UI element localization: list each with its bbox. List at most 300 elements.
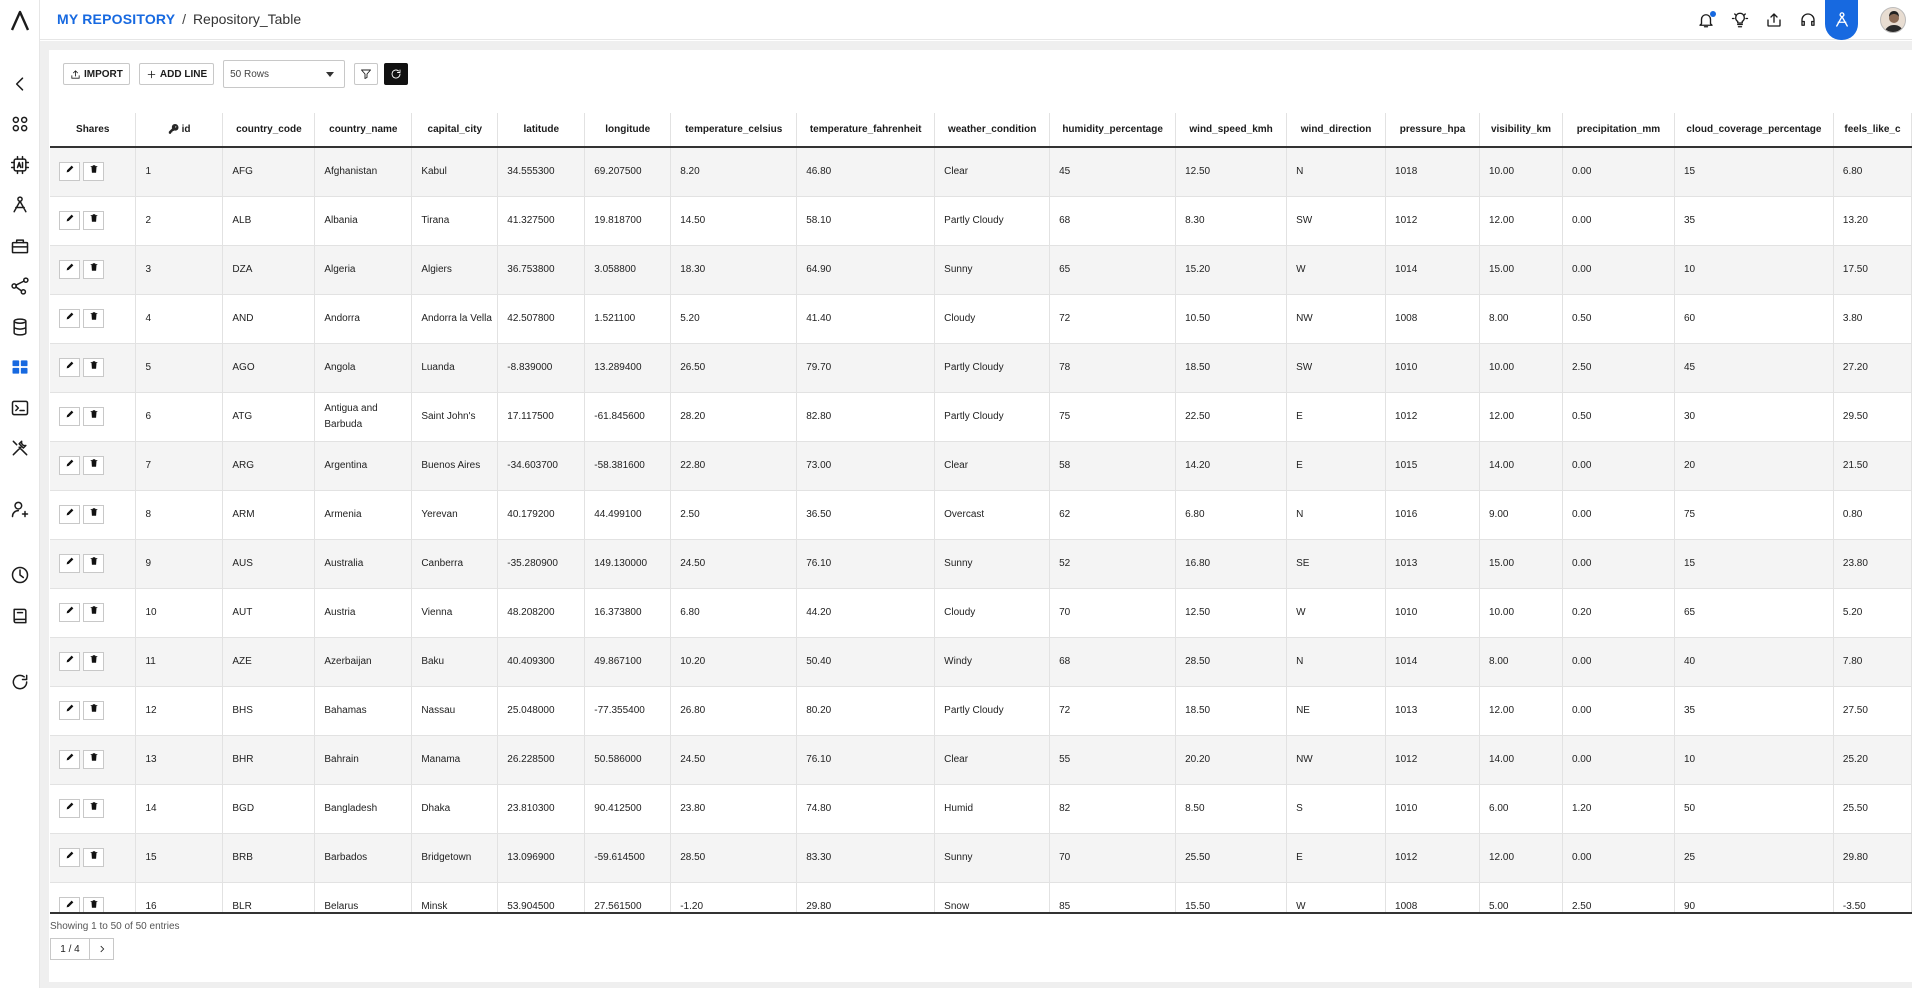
table-cell[interactable]: 60 [1674,294,1833,343]
table-cell[interactable]: 75 [1674,490,1833,539]
table-cell[interactable]: 25.048000 [498,686,585,735]
table-cell[interactable]: Snow [935,882,1050,914]
table-cell[interactable]: 17.50 [1833,245,1911,294]
table-cell[interactable]: 1014 [1386,637,1480,686]
table-cell[interactable]: 14.20 [1176,441,1287,490]
table-cell[interactable]: E [1287,833,1386,882]
table-row[interactable] [50,686,1912,735]
table-row[interactable] [50,441,1912,490]
table-cell[interactable]: 12.50 [1176,147,1287,196]
refresh-button[interactable] [384,63,408,85]
table-cell[interactable]: Tirana [412,196,498,245]
table-cell[interactable]: 20.20 [1176,735,1287,784]
table-cell[interactable]: 8 [136,490,223,539]
table-cell[interactable]: 28.20 [671,392,797,441]
share-icon[interactable] [1762,8,1786,32]
table-cell[interactable]: 10 [1674,245,1833,294]
table-cell[interactable]: 35 [1674,196,1833,245]
edit-row-button[interactable] [59,505,80,524]
table-cell[interactable]: 3.80 [1833,294,1911,343]
table-cell[interactable]: 14.00 [1480,441,1563,490]
table-cell[interactable]: BHS [223,686,315,735]
table-cell[interactable]: 3 [136,245,223,294]
table-cell[interactable]: 26.50 [671,343,797,392]
table-cell[interactable]: 12 [136,686,223,735]
table-cell[interactable]: NW [1287,294,1386,343]
table-cell[interactable]: 1018 [1386,147,1480,196]
table-cell[interactable]: Nassau [412,686,498,735]
column-header-capital-city[interactable] [412,113,498,147]
table-row[interactable] [50,245,1912,294]
table-cell[interactable]: 68 [1050,196,1176,245]
table-cell[interactable]: 68 [1050,637,1176,686]
table-cell[interactable]: 1010 [1386,343,1480,392]
table-cell[interactable]: N [1287,637,1386,686]
table-cell[interactable]: 12.00 [1480,196,1563,245]
table-cell[interactable]: 24.50 [671,735,797,784]
table-cell[interactable]: 1012 [1386,196,1480,245]
table-cell[interactable]: Bahamas [315,686,412,735]
table-cell[interactable]: Albania [315,196,412,245]
table-cell[interactable]: W [1287,588,1386,637]
table-cell[interactable]: ARG [223,441,315,490]
table-cell[interactable]: E [1287,392,1386,441]
table-cell[interactable]: AUS [223,539,315,588]
delete-row-button[interactable] [83,848,104,867]
table-cell[interactable]: 75 [1050,392,1176,441]
table-cell[interactable]: 27.20 [1833,343,1911,392]
table-row[interactable] [50,588,1912,637]
apps-grid-icon[interactable] [8,112,32,136]
table-cell[interactable]: 10.00 [1480,588,1563,637]
avatar[interactable] [1880,7,1906,33]
table-cell[interactable]: 1.20 [1562,784,1674,833]
table-cell[interactable]: 0.00 [1562,196,1674,245]
table-cell[interactable]: 0.80 [1833,490,1911,539]
delete-row-button[interactable] [83,358,104,377]
table-cell[interactable]: 55 [1050,735,1176,784]
table-cell[interactable]: Dhaka [412,784,498,833]
delete-row-button[interactable] [83,750,104,769]
delete-row-button[interactable] [83,603,104,622]
table-cell[interactable]: 22.50 [1176,392,1287,441]
table-cell[interactable]: 11 [136,637,223,686]
table-cell[interactable]: Partly Cloudy [935,196,1050,245]
table-cell[interactable]: 26.228500 [498,735,585,784]
table-cell[interactable]: AFG [223,147,315,196]
table-cell[interactable]: 18.30 [671,245,797,294]
table-cell[interactable]: 25.50 [1833,784,1911,833]
table-cell[interactable]: Buenos Aires [412,441,498,490]
toolbox-icon[interactable] [8,234,32,258]
table-cell[interactable]: 8.20 [671,147,797,196]
table-cell[interactable]: 0.00 [1562,686,1674,735]
edit-row-button[interactable] [59,554,80,573]
table-row[interactable] [50,490,1912,539]
add-line-button[interactable] [139,63,214,85]
table-cell[interactable]: Yerevan [412,490,498,539]
table-cell[interactable]: Belarus [315,882,412,914]
table-row[interactable] [50,147,1912,196]
table-cell[interactable]: NE [1287,686,1386,735]
dashboard-gauge-icon[interactable] [8,563,32,587]
table-cell[interactable]: N [1287,147,1386,196]
table-row[interactable] [50,294,1912,343]
table-cell[interactable]: 58 [1050,441,1176,490]
table-cell[interactable]: 16.80 [1176,539,1287,588]
lightbulb-icon[interactable] [1728,8,1752,32]
table-cell[interactable]: SE [1287,539,1386,588]
table-cell[interactable]: BRB [223,833,315,882]
edit-row-button[interactable] [59,456,80,475]
table-cell[interactable]: Clear [935,147,1050,196]
table-cell[interactable]: 83.30 [797,833,935,882]
table-cell[interactable]: 26.80 [671,686,797,735]
table-cell[interactable]: 50 [1674,784,1833,833]
table-cell[interactable]: 5.00 [1480,882,1563,914]
column-header-longitude[interactable] [585,113,671,147]
table-cell[interactable]: 1012 [1386,392,1480,441]
table-row[interactable] [50,833,1912,882]
table-cell[interactable]: 29.50 [1833,392,1911,441]
table-cell[interactable]: 19.818700 [585,196,671,245]
table-cell[interactable]: 1014 [1386,245,1480,294]
table-cell[interactable]: 6 [136,392,223,441]
column-header-temperature-celsius[interactable] [671,113,797,147]
table-cell[interactable]: 73.00 [797,441,935,490]
table-cell[interactable]: 5.20 [1833,588,1911,637]
table-cell[interactable]: Minsk [412,882,498,914]
next-page-button[interactable] [90,938,114,960]
table-cell[interactable]: Partly Cloudy [935,392,1050,441]
table-cell[interactable]: 29.80 [1833,833,1911,882]
table-cell[interactable]: 42.507800 [498,294,585,343]
table-cell[interactable]: 6.80 [671,588,797,637]
terminal-icon[interactable] [8,396,32,420]
table-cell[interactable]: 90.412500 [585,784,671,833]
table-cell[interactable]: BLR [223,882,315,914]
table-cell[interactable]: 23.810300 [498,784,585,833]
column-header-pressure-hpa[interactable] [1386,113,1480,147]
table-cell[interactable]: 0.50 [1562,294,1674,343]
table-cell[interactable]: NW [1287,735,1386,784]
table-cell[interactable]: 13 [136,735,223,784]
table-cell[interactable]: 48.208200 [498,588,585,637]
table-cell[interactable]: 23.80 [1833,539,1911,588]
table-cell[interactable]: SW [1287,343,1386,392]
table-cell[interactable]: 53.904500 [498,882,585,914]
delete-row-button[interactable] [83,652,104,671]
table-cell[interactable]: Andorra [315,294,412,343]
table-cell[interactable]: 14.00 [1480,735,1563,784]
table-cell[interactable]: 2.50 [1562,343,1674,392]
delete-row-button[interactable] [83,456,104,475]
table-cell[interactable]: 35 [1674,686,1833,735]
table-cell[interactable]: AZE [223,637,315,686]
column-header-id[interactable] [136,113,223,147]
table-row[interactable] [50,196,1912,245]
edit-row-button[interactable] [59,407,80,426]
table-cell[interactable]: 8.50 [1176,784,1287,833]
book-icon[interactable] [8,604,32,628]
table-cell[interactable]: 1.521100 [585,294,671,343]
edit-row-button[interactable] [59,211,80,230]
table-cell[interactable]: 6.80 [1176,490,1287,539]
table-cell[interactable]: 40 [1674,637,1833,686]
table-cell[interactable]: 21.50 [1833,441,1911,490]
edit-row-button[interactable] [59,603,80,622]
table-cell[interactable]: 149.130000 [585,539,671,588]
table-cell[interactable]: Angola [315,343,412,392]
table-cell[interactable]: 8.30 [1176,196,1287,245]
table-cell[interactable]: 17.117500 [498,392,585,441]
table-cell[interactable]: 62 [1050,490,1176,539]
table-cell[interactable]: 14.50 [671,196,797,245]
table-cell[interactable]: S [1287,784,1386,833]
table-cell[interactable]: Algiers [412,245,498,294]
table-cell[interactable]: 25.20 [1833,735,1911,784]
delete-row-button[interactable] [83,505,104,524]
table-cell[interactable]: 76.10 [797,539,935,588]
table-cell[interactable]: 2.50 [671,490,797,539]
table-cell[interactable]: 1012 [1386,735,1480,784]
table-cell[interactable]: 79.70 [797,343,935,392]
table-cell[interactable]: 0.00 [1562,245,1674,294]
table-cell[interactable]: Andorra la Vella [412,294,498,343]
table-cell[interactable]: -35.280900 [498,539,585,588]
table-cell[interactable]: ARM [223,490,315,539]
table-cell[interactable]: Humid [935,784,1050,833]
table-cell[interactable]: Bangladesh [315,784,412,833]
table-cell[interactable]: 70 [1050,833,1176,882]
table-cell[interactable]: 1010 [1386,784,1480,833]
table-cell[interactable]: 80.20 [797,686,935,735]
table-cell[interactable]: 9 [136,539,223,588]
table-cell[interactable]: 27.50 [1833,686,1911,735]
table-cell[interactable]: -61.845600 [585,392,671,441]
table-cell[interactable]: 1010 [1386,588,1480,637]
rows-per-page-select[interactable] [223,60,345,88]
table-cell[interactable]: 58.10 [797,196,935,245]
table-cell[interactable]: 6.00 [1480,784,1563,833]
table-cell[interactable]: Clear [935,735,1050,784]
table-cell[interactable]: AUT [223,588,315,637]
table-cell[interactable]: Sunny [935,245,1050,294]
table-cell[interactable]: Saint John's [412,392,498,441]
table-cell[interactable]: 25.50 [1176,833,1287,882]
table-cell[interactable]: 8.00 [1480,294,1563,343]
table-cell[interactable]: Clear [935,441,1050,490]
workflow-active-button[interactable] [1825,0,1858,40]
table-cell[interactable]: 1008 [1386,882,1480,914]
column-header-precipitation-mm[interactable] [1562,113,1674,147]
table-cell[interactable]: 65 [1674,588,1833,637]
edit-row-button[interactable] [59,652,80,671]
table-cell[interactable]: Azerbaijan [315,637,412,686]
table-row[interactable] [50,539,1912,588]
table-cell[interactable]: 10.50 [1176,294,1287,343]
table-cell[interactable]: SW [1287,196,1386,245]
edit-row-button[interactable] [59,309,80,328]
edit-row-button[interactable] [59,799,80,818]
table-cell[interactable]: E [1287,441,1386,490]
user-settings-icon[interactable] [8,497,32,521]
table-cell[interactable]: 1013 [1386,686,1480,735]
table-cell[interactable]: 30 [1674,392,1833,441]
table-cell[interactable]: Afghanistan [315,147,412,196]
table-cell[interactable]: 1013 [1386,539,1480,588]
delete-row-button[interactable] [83,260,104,279]
table-cell[interactable]: Kabul [412,147,498,196]
table-cell[interactable]: 3.058800 [585,245,671,294]
table-cell[interactable]: N [1287,490,1386,539]
table-cell[interactable]: 4 [136,294,223,343]
table-cell[interactable]: Sunny [935,539,1050,588]
table-cell[interactable]: 0.00 [1562,539,1674,588]
table-cell[interactable]: 10 [1674,735,1833,784]
table-cell[interactable]: 34.555300 [498,147,585,196]
table-cell[interactable]: BGD [223,784,315,833]
table-cell[interactable]: 24.50 [671,539,797,588]
table-cell[interactable]: Windy [935,637,1050,686]
table-cell[interactable]: 16.373800 [585,588,671,637]
table-cell[interactable]: Vienna [412,588,498,637]
table-cell[interactable]: 0.00 [1562,735,1674,784]
app-logo[interactable] [8,9,32,33]
table-cell[interactable]: 18.50 [1176,343,1287,392]
headset-icon[interactable] [1796,8,1820,32]
import-button[interactable] [63,63,130,85]
table-cell[interactable]: Argentina [315,441,412,490]
edit-row-button[interactable] [59,848,80,867]
table-cell[interactable]: 10 [136,588,223,637]
table-cell[interactable]: Bridgetown [412,833,498,882]
table-cell[interactable]: 0.00 [1562,833,1674,882]
table-row[interactable] [50,637,1912,686]
table-cell[interactable]: 45 [1050,147,1176,196]
table-cell[interactable]: Armenia [315,490,412,539]
table-cell[interactable]: 36.753800 [498,245,585,294]
column-header-wind-direction[interactable] [1287,113,1386,147]
table-cell[interactable]: 12.00 [1480,686,1563,735]
table-cell[interactable]: -77.355400 [585,686,671,735]
table-cell[interactable]: -1.20 [671,882,797,914]
delete-row-button[interactable] [83,309,104,328]
edit-row-button[interactable] [59,897,80,914]
table-cell[interactable]: 10.00 [1480,147,1563,196]
table-cell[interactable]: Cloudy [935,294,1050,343]
table-cell[interactable]: 41.40 [797,294,935,343]
filter-button[interactable] [354,63,378,85]
table-cell[interactable]: 44.20 [797,588,935,637]
table-cell[interactable]: Australia [315,539,412,588]
table-cell[interactable]: Austria [315,588,412,637]
column-header-cloud-coverage-percentage[interactable] [1674,113,1833,147]
breadcrumb-root-link[interactable]: MY REPOSITORY [57,11,176,27]
tools-icon[interactable] [8,436,32,460]
table-cell[interactable]: 72 [1050,294,1176,343]
table-cell[interactable]: 82.80 [797,392,935,441]
column-header-humidity-percentage[interactable] [1050,113,1176,147]
table-cell[interactable]: Luanda [412,343,498,392]
table-cell[interactable]: 8.00 [1480,637,1563,686]
table-cell[interactable]: 49.867100 [585,637,671,686]
table-cell[interactable]: Partly Cloudy [935,343,1050,392]
table-cell[interactable]: -59.614500 [585,833,671,882]
table-cell[interactable]: 0.00 [1562,441,1674,490]
table-cell[interactable]: 65 [1050,245,1176,294]
table-cell[interactable]: 70 [1050,588,1176,637]
table-cell[interactable]: 15 [136,833,223,882]
delete-row-button[interactable] [83,407,104,426]
table-cell[interactable]: 15.00 [1480,245,1563,294]
workflow-icon[interactable] [8,193,32,217]
table-cell[interactable]: 7.80 [1833,637,1911,686]
table-cell[interactable]: Partly Cloudy [935,686,1050,735]
table-row[interactable] [50,343,1912,392]
table-cell[interactable]: 40.179200 [498,490,585,539]
table-cell[interactable]: Barbados [315,833,412,882]
column-header-weather-condition[interactable] [935,113,1050,147]
table-cell[interactable]: 90 [1674,882,1833,914]
table-cell[interactable]: 28.50 [671,833,797,882]
table-cell[interactable]: 0.00 [1562,637,1674,686]
column-header-shares[interactable] [50,113,136,147]
table-cell[interactable]: Overcast [935,490,1050,539]
table-cell[interactable]: 76.10 [797,735,935,784]
table-cell[interactable]: Antigua and Barbuda [315,392,412,441]
table-cell[interactable]: 82 [1050,784,1176,833]
table-cell[interactable]: ATG [223,392,315,441]
bell-icon[interactable] [1694,8,1718,32]
delete-row-button[interactable] [83,554,104,573]
edit-row-button[interactable] [59,358,80,377]
table-row[interactable] [50,392,1912,441]
column-header-feels-like-c[interactable] [1833,113,1911,147]
table-cell[interactable]: 5 [136,343,223,392]
graph-nodes-icon[interactable] [8,274,32,298]
table-row[interactable] [50,784,1912,833]
table-cell[interactable]: 0.20 [1562,588,1674,637]
table-cell[interactable]: 12.00 [1480,833,1563,882]
table-cell[interactable]: 5.20 [671,294,797,343]
table-cell[interactable]: 10.00 [1480,343,1563,392]
table-cell[interactable]: 6.80 [1833,147,1911,196]
table-cell[interactable]: 2 [136,196,223,245]
table-cell[interactable]: 13.289400 [585,343,671,392]
table-cell[interactable]: 15 [1674,147,1833,196]
table-cell[interactable]: 20 [1674,441,1833,490]
column-header-visibility-km[interactable] [1480,113,1563,147]
table-cell[interactable]: DZA [223,245,315,294]
table-cell[interactable]: 50.586000 [585,735,671,784]
table-cell[interactable]: 13.20 [1833,196,1911,245]
table-cell[interactable]: 15.20 [1176,245,1287,294]
table-cell[interactable]: 1008 [1386,294,1480,343]
table-cell[interactable]: 52 [1050,539,1176,588]
table-row[interactable] [50,882,1912,914]
table-cell[interactable]: 14 [136,784,223,833]
table-cell[interactable]: 9.00 [1480,490,1563,539]
edit-row-button[interactable] [59,260,80,279]
table-cell[interactable]: Canberra [412,539,498,588]
table-cell[interactable]: 46.80 [797,147,935,196]
back-arrow-icon[interactable] [8,72,32,96]
delete-row-button[interactable] [83,162,104,181]
delete-row-button[interactable] [83,701,104,720]
table-cell[interactable]: 28.50 [1176,637,1287,686]
column-header-wind-speed-kmh[interactable] [1176,113,1287,147]
